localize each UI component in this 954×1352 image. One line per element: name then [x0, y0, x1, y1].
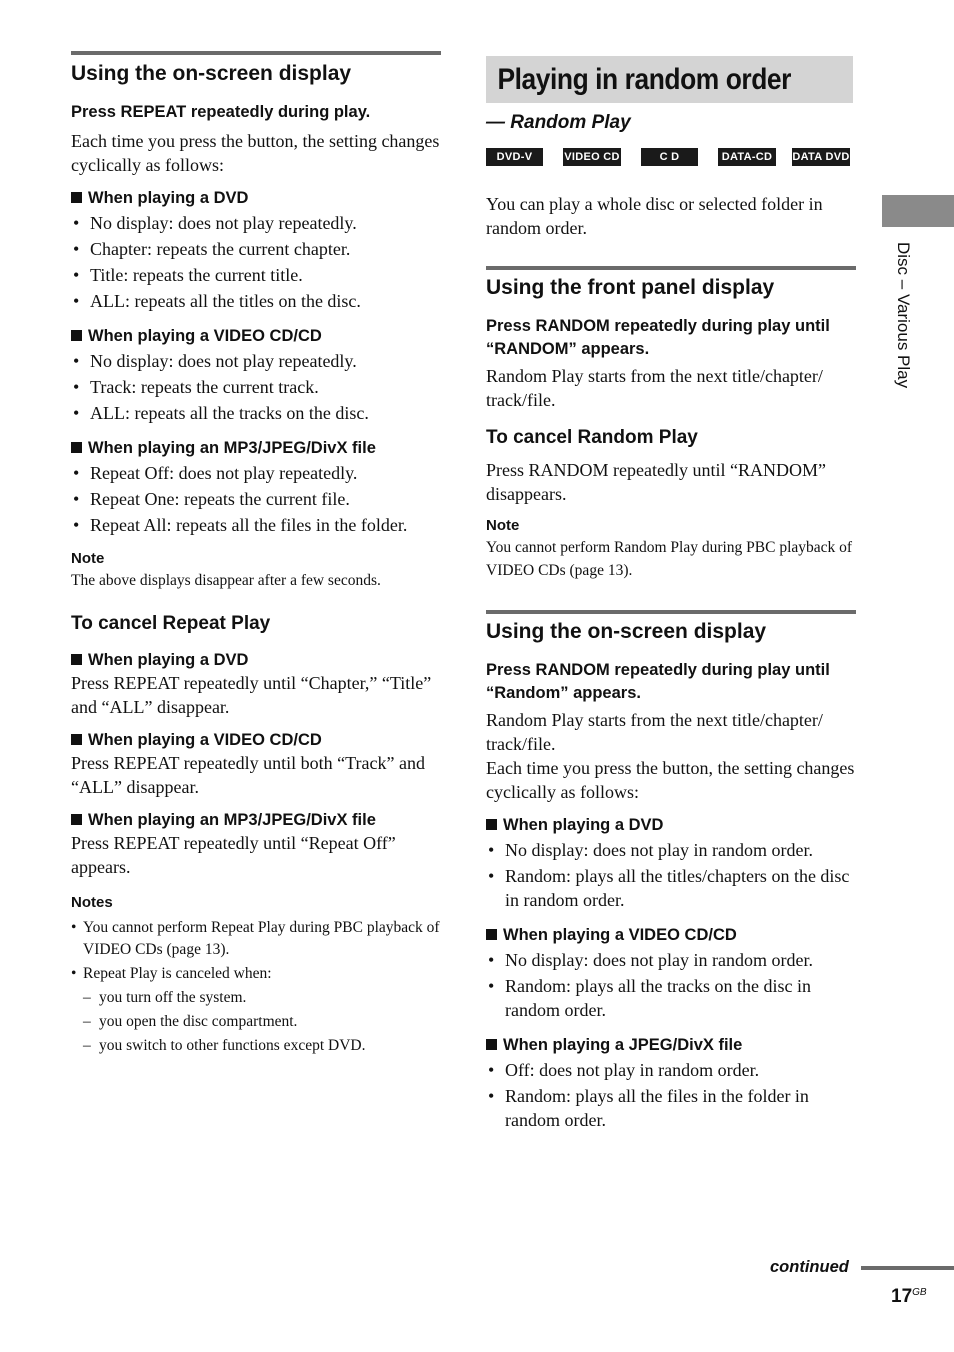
body-text: Random Play starts from the next title/chapter/ track/file.	[486, 366, 823, 410]
page-number	[891, 1281, 927, 1309]
vcd-list	[486, 948, 858, 1022]
subheading-dvd	[71, 649, 443, 671]
subheading-vcd	[71, 729, 443, 751]
front-panel-section	[486, 275, 858, 582]
cancel-text: Press RANDOM repeatedly until “RANDOM” disappears.	[486, 460, 826, 504]
dvd-list	[71, 211, 443, 313]
subheading-vcd	[71, 325, 443, 347]
list-item: • Repeat All: repeats all the files in the folder.	[71, 513, 443, 537]
list-item: – you turn off the system.	[71, 987, 443, 1009]
notes-list	[71, 917, 443, 985]
note-label: Note	[71, 550, 105, 567]
list-item: • Track: repeats the current track.	[71, 375, 443, 399]
dvd-v-badge: DVD-V	[486, 148, 543, 166]
page-number-value: 17	[891, 1286, 913, 1307]
cancel-dvd-text: Press REPEAT repeatedly until “Chapter,” “Title” and “ALL” disappear.	[71, 673, 432, 717]
body-text: Each time you press the button, the setting changes cyclically as follows:	[486, 758, 855, 802]
subheading-label: When playing a JPEG/DivX file	[503, 1036, 743, 1054]
section-rule	[486, 266, 856, 270]
sub-notes-list	[71, 987, 443, 1057]
cancel-heading: To cancel Repeat Play	[71, 613, 271, 634]
list-item: • Random: plays all the files in the folder in random order.	[486, 1084, 858, 1132]
subheading-label: When playing a VIDEO CD/CD	[88, 731, 322, 749]
cd-badge: C D	[641, 148, 698, 166]
continued-label: continued	[770, 1258, 849, 1276]
note-text: You cannot perform Random Play during PBC playback of VIDEO CDs (page 13).	[486, 539, 853, 579]
subheading-label: When playing a DVD	[88, 651, 249, 669]
list-item: • Chapter: repeats the current chapter.	[71, 237, 443, 261]
title-banner	[486, 56, 853, 103]
list-item: – you switch to other functions except DVD.	[71, 1035, 443, 1057]
subheading-mp3	[71, 437, 443, 459]
page-title: Playing in random order	[497, 63, 791, 96]
subheading-label: When playing a VIDEO CD/CD	[503, 926, 737, 944]
vcd-list	[71, 349, 443, 425]
subheading-vcd	[486, 924, 858, 946]
square-bullet-icon	[486, 819, 497, 830]
section-heading: Using the on-screen display	[71, 62, 352, 85]
square-bullet-icon	[71, 654, 82, 665]
subheading-dvd	[486, 814, 858, 836]
list-item: • ALL: repeats all the tracks on the disc.	[71, 401, 443, 425]
instruction: Press REPEAT repeatedly during play.	[71, 103, 371, 121]
data-cd-badge: DATA-CD	[718, 148, 776, 166]
subheading-jpeg	[486, 1034, 858, 1056]
intro-text: Each time you press the button, the setting changes cyclically as follows:	[71, 131, 440, 175]
jpeg-list	[486, 1058, 858, 1132]
list-item: • Repeat Off: does not play repeatedly.	[71, 461, 443, 485]
dvd-list	[486, 838, 858, 912]
list-item: • No display: does not play in random order.	[486, 948, 858, 972]
square-bullet-icon	[71, 330, 82, 341]
side-tab-label: Disc – Various Play	[894, 242, 913, 389]
list-item: • Repeat Play is canceled when:	[71, 963, 443, 985]
random-intro: You can play a whole disc or selected folder in random order.	[486, 194, 823, 238]
square-bullet-icon	[71, 814, 82, 825]
square-bullet-icon	[71, 734, 82, 745]
side-tab-marker	[882, 195, 954, 227]
subheading-label: When playing an MP3/JPEG/DivX file	[88, 811, 376, 829]
subheading-label: When playing a DVD	[503, 816, 664, 834]
onscreen-section	[486, 619, 858, 1134]
body-text: Random Play starts from the next title/chapter/ track/file.	[486, 710, 823, 754]
instruction: Press RANDOM repeatedly during play until “RANDOM” appears.	[486, 317, 830, 358]
section-rule	[71, 51, 441, 55]
instruction: Press RANDOM repeatedly during play until “Random” appears.	[486, 661, 830, 702]
mp3-list	[71, 461, 443, 537]
section-heading: Using the front panel display	[486, 276, 775, 299]
data-dvd-badge: DATA DVD	[792, 148, 850, 166]
list-item: • ALL: repeats all the titles on the disc.	[71, 289, 443, 313]
note-label: Note	[486, 517, 520, 534]
cancel-heading: To cancel Random Play	[486, 427, 698, 448]
list-item: • Random: plays all the titles/chapters on the disc in random order.	[486, 864, 858, 912]
notes-label: Notes	[71, 894, 113, 911]
cancel-mp3-text: Press REPEAT repeatedly until “Repeat Off” appears.	[71, 833, 396, 877]
cancel-vcd-text: Press REPEAT repeatedly until both “Track” and “ALL” disappear.	[71, 753, 425, 797]
square-bullet-icon	[486, 929, 497, 940]
section-heading: Using the on-screen display	[486, 620, 767, 643]
list-item: • Title: repeats the current title.	[71, 263, 443, 287]
list-item: – you open the disc compartment.	[71, 1011, 443, 1033]
list-item: • Off: does not play in random order.	[486, 1058, 858, 1082]
page-subtitle: — Random Play	[486, 112, 631, 133]
page-suffix: GB	[912, 1287, 927, 1298]
section-rule	[486, 610, 856, 614]
list-item: • No display: does not play repeatedly.	[71, 211, 443, 235]
left-column	[71, 61, 443, 1059]
square-bullet-icon	[71, 442, 82, 453]
subheading-dvd	[71, 187, 443, 209]
list-item: • No display: does not play in random order.	[486, 838, 858, 862]
subheading-label: When playing an MP3/JPEG/DivX file	[88, 439, 376, 457]
square-bullet-icon	[71, 192, 82, 203]
subheading-label: When playing a DVD	[88, 189, 249, 207]
footer-rule	[861, 1266, 954, 1270]
video-cd-badge: VIDEO CD	[563, 148, 621, 166]
note-text: The above displays disappear after a few seconds.	[71, 572, 381, 589]
list-item: • Random: plays all the tracks on the disc in random order.	[486, 974, 858, 1022]
list-item: • No display: does not play repeatedly.	[71, 349, 443, 373]
square-bullet-icon	[486, 1039, 497, 1050]
list-item: • You cannot perform Repeat Play during PBC playback of VIDEO CDs (page 13).	[71, 917, 443, 961]
list-item: • Repeat One: repeats the current file.	[71, 487, 443, 511]
subheading-mp3	[71, 809, 443, 831]
subheading-label: When playing a VIDEO CD/CD	[88, 327, 322, 345]
